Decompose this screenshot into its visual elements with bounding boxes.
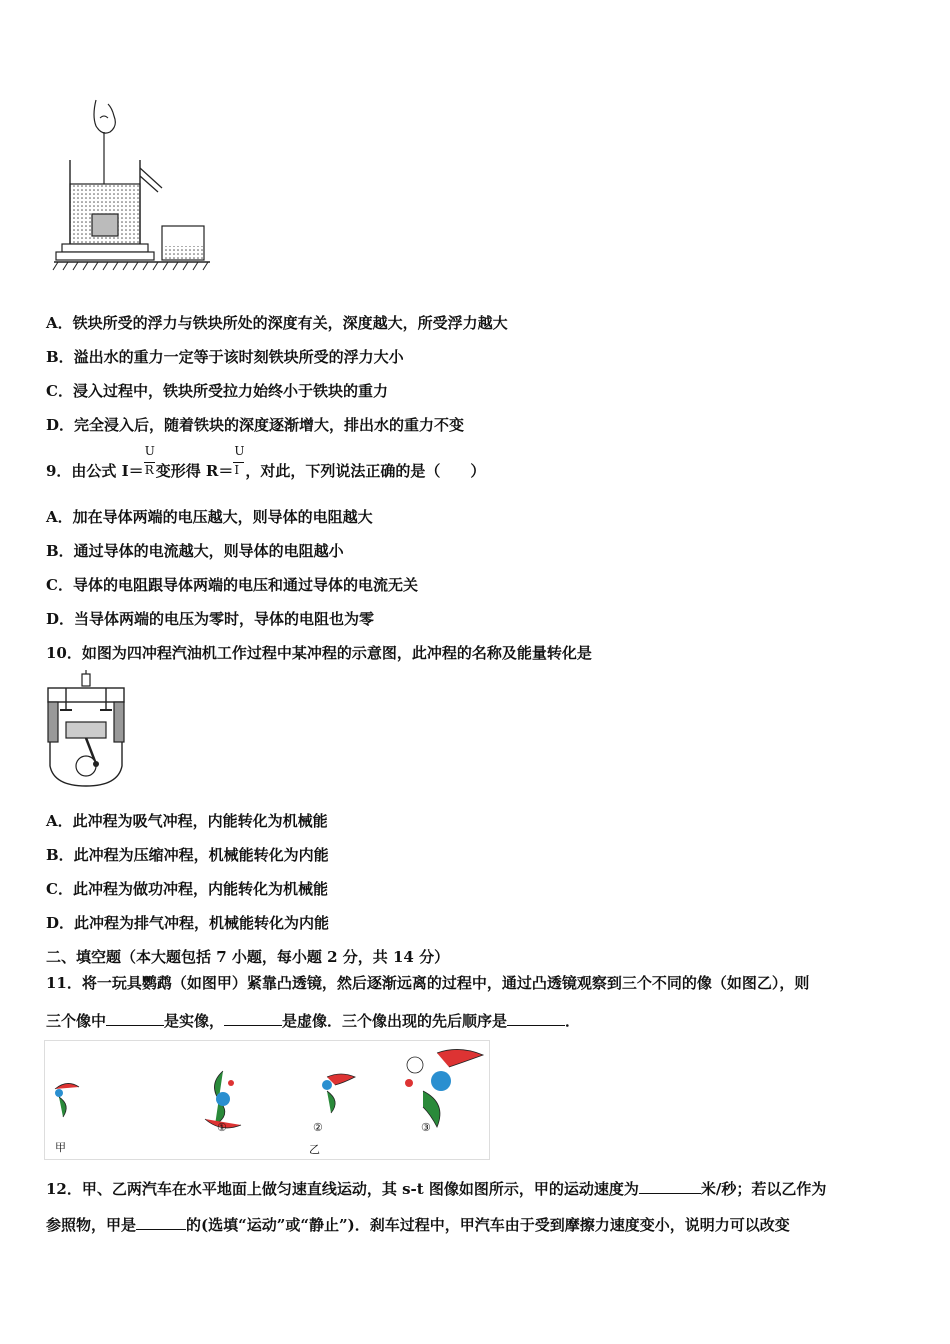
q11-text-a: 三个像中 <box>46 1012 107 1030</box>
q8-option-b: B．溢出水的重力一定等于该时刻铁块所受的浮力大小 <box>46 348 404 366</box>
q12-blank-1[interactable] <box>639 1179 701 1194</box>
q11-text-d: ． <box>565 1012 581 1030</box>
q8-option-c: C．浸入过程中，铁块所受拉力始终小于铁块的重力 <box>46 382 388 400</box>
label-yi: 乙 <box>309 1143 320 1156</box>
q12-text-c: 参照物，甲是 <box>46 1216 137 1234</box>
q12-line-1 <box>46 1178 826 1199</box>
q9-frac1-numerator: U <box>144 444 155 458</box>
q11-text-b: 是实像， <box>164 1012 225 1030</box>
q9-suffix: ，对此，下列说法正确的是（ ） <box>245 462 486 480</box>
q12-line-2 <box>46 1214 790 1235</box>
parrot-jia <box>55 1083 79 1117</box>
section-title: 二、填空题（本大题包括 7 小题，每小题 2 分，共 14 分） <box>46 948 450 966</box>
q9-prefix: 9．由公式 I＝ <box>46 462 144 480</box>
q9-middle: 变形得 R＝ <box>155 462 234 480</box>
q11-blank-3[interactable] <box>507 1011 565 1026</box>
q10-option-a: A．此冲程为吸气冲程，内能转化为机械能 <box>46 812 328 830</box>
q9-option-d: D．当导体两端的电压为零时，导体的电阻也为零 <box>46 610 375 628</box>
q9-option-b: B．通过导体的电流越大，则导体的电阻越小 <box>46 542 344 560</box>
q9-stem <box>46 444 486 481</box>
parrot-drawing <box>45 1041 489 1159</box>
q11-blank-1[interactable] <box>106 1011 164 1026</box>
overflow-can-figure <box>52 96 212 278</box>
engine-stroke-figure <box>44 670 128 790</box>
q9-frac1-denominator: R <box>144 463 154 477</box>
label-circle-2: ② <box>313 1121 323 1134</box>
label-circle-1: ① <box>217 1121 227 1134</box>
q12-text-a: 12．甲、乙两汽车在水平地面上做匀速直线运动，其 s-t 图像如图所示，甲的运动速度为 <box>46 1180 639 1198</box>
q9-option-c: C．导体的电阻跟导体两端的电压和通过导体的电流无关 <box>46 576 418 594</box>
q8-option-d: D．完全浸入后，随着铁块的深度逐渐增大，排出水的重力不变 <box>46 416 465 434</box>
label-circle-3: ③ <box>421 1121 431 1134</box>
q9-fraction-2 <box>233 444 245 477</box>
q8-option-a: A．铁块所受的浮力与铁块所处的深度有关，深度越大，所受浮力越大 <box>46 314 508 332</box>
parrot-image-2 <box>322 1074 355 1113</box>
q10-option-d: D．此冲程为排气冲程，机械能转化为内能 <box>46 914 330 932</box>
parrot-figure <box>44 1040 490 1160</box>
q12-text-b: 米/秒；若以乙作为 <box>700 1180 827 1198</box>
q12-text-d: 的(选填“运动”或“静止”)．刹车过程中，甲汽车由于受到摩擦力速度变小，说明力可以改变 <box>186 1216 790 1234</box>
q11-line-2 <box>46 1010 580 1031</box>
q11-line-1: 11．将一玩具鹦鹉（如图甲）紧靠凸透镜，然后逐渐远离的过程中，通过凸透镜观察到三个不同的像（如图乙），则 <box>46 974 810 992</box>
parrot-image-1 <box>205 1071 241 1128</box>
q10-option-c: C．此冲程为做功冲程，内能转化为机械能 <box>46 880 328 898</box>
parrot-image-3 <box>405 1049 483 1127</box>
q11-text-c: 是虚像．三个像出现的先后顺序是 <box>282 1012 508 1030</box>
q9-option-a: A．加在导体两端的电压越大，则导体的电阻越大 <box>46 508 373 526</box>
q9-frac2-denominator: I <box>234 463 240 477</box>
q12-blank-2[interactable] <box>136 1215 186 1230</box>
q11-blank-2[interactable] <box>224 1011 282 1026</box>
label-jia: 甲 <box>55 1141 66 1154</box>
q9-fraction-1 <box>144 444 156 477</box>
q10-option-b: B．此冲程为压缩冲程，机械能转化为内能 <box>46 846 329 864</box>
q10-stem: 10．如图为四冲程汽油机工作过程中某冲程的示意图，此冲程的名称及能量转化是 <box>46 644 592 662</box>
q9-frac2-numerator: U <box>234 444 245 458</box>
